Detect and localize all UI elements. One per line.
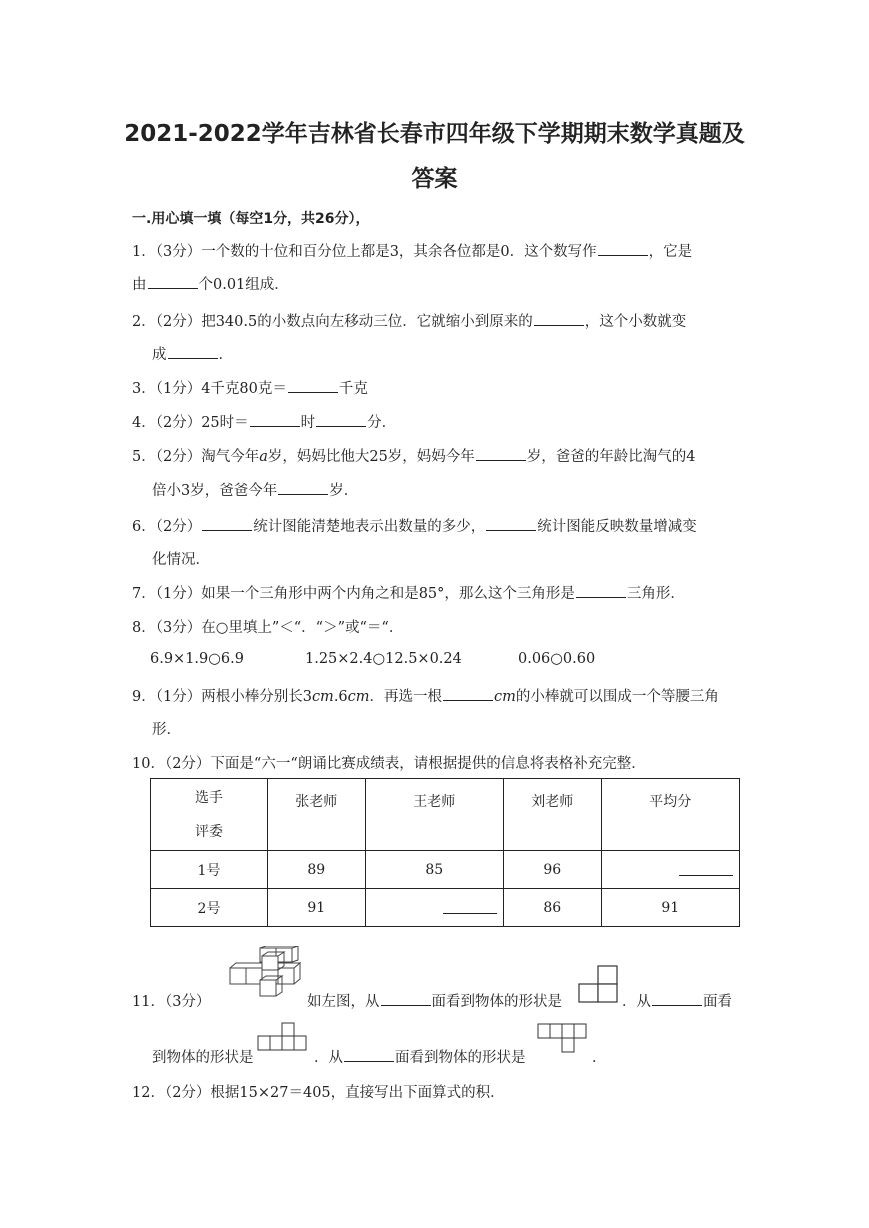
q7-text-a: 7．（1分）如果一个三角形中两个内角之和是85°，那么这个三角形是 <box>132 586 575 602</box>
q8-expression-2: 1.25×2.4○12.5×0.24 <box>305 651 462 667</box>
question-11-line1c <box>622 990 732 1011</box>
table-row <box>151 889 740 927</box>
q4-text-b: 时 <box>300 415 316 431</box>
question-6-line2: 化情况． <box>152 552 210 568</box>
q1-text-a: 1．（3分）一个数的十位和百分位上都是3，其余各位都是0．这个数写作 <box>132 244 597 260</box>
q6-text-c: 统计图能反映数量增减变 <box>537 519 697 535</box>
table-row <box>151 851 740 889</box>
q4-text-c: 分． <box>367 415 397 431</box>
q1-blank-2[interactable] <box>148 274 198 289</box>
q8-expression-3: 0.06○0.60 <box>518 651 596 667</box>
view-shape-1 <box>578 965 620 1003</box>
q4-blank-1[interactable] <box>250 412 300 427</box>
question-8: 8．（3分）在○里填上”＜“．“＞”或“＝“． <box>132 620 404 636</box>
q11-text-c: 面看到物体的形状是 <box>431 994 562 1010</box>
q5-variable: a <box>259 449 268 465</box>
section-heading: 一.用心填一填（每空1分，共26分）， <box>132 211 370 227</box>
view-shape-2 <box>256 1022 308 1052</box>
cell-1-average <box>601 851 739 889</box>
q6-blank-2[interactable] <box>486 516 536 531</box>
q11-text-e: 面看 <box>703 994 732 1010</box>
q2-text-d: ． <box>218 347 233 363</box>
table-corner-cell <box>151 779 268 851</box>
q3-blank-1[interactable] <box>288 378 338 393</box>
q5-text-e: 岁． <box>329 483 359 499</box>
q2-text-a: 2．（2分）把340.5的小数点向左移动三位．它就缩小到原来的 <box>132 314 533 330</box>
view-shape-3 <box>536 1022 588 1056</box>
question-5-line1 <box>132 445 696 466</box>
row-label-1: 1号 <box>151 851 268 889</box>
question-9-line1 <box>132 685 719 706</box>
question-11-end: ． <box>592 1050 607 1066</box>
header-cell-wang: 王老师 <box>365 779 503 851</box>
q3-text-b: 千克 <box>338 381 368 397</box>
question-1-line2 <box>132 273 289 294</box>
row-label-2: 2号 <box>151 889 268 927</box>
score-table <box>150 778 740 927</box>
question-2-line1 <box>132 310 686 331</box>
q11-text-d: ．从 <box>622 994 651 1010</box>
document-title-line2: 答案 <box>411 166 458 192</box>
question-11-line2 <box>152 1046 254 1067</box>
q9-blank-1[interactable] <box>443 686 493 701</box>
cell-1-wang: 85 <box>365 851 503 889</box>
question-11-line1b <box>307 990 562 1011</box>
question-1-line1 <box>132 240 692 261</box>
q9-unit-3: cm <box>494 689 516 705</box>
q7-blank-1[interactable] <box>576 583 626 598</box>
cell-2-liu: 86 <box>503 889 601 927</box>
q3-text-a: 3．（1分）4千克80克＝ <box>132 381 287 397</box>
q1-text-d: 个0.01组成． <box>198 277 289 293</box>
q11-text-a: 11．（3分） <box>132 994 211 1010</box>
document-title-line1: 2021-2022学年吉林省长春市四年级下学期期末数学真题及 <box>124 121 745 147</box>
q2-blank-2[interactable] <box>168 344 218 359</box>
header-cell-liu: 刘老师 <box>503 779 601 851</box>
q9-text-b: .6 <box>333 689 348 705</box>
q6-text-a: 6．（2分） <box>132 519 202 535</box>
q6-text-b: 统计图能清楚地表示出数量的多少， <box>253 519 486 535</box>
corner-bottom-label: 评委 <box>195 824 223 840</box>
q5-text-b: 岁，妈妈比他大25岁，妈妈今年 <box>267 449 475 465</box>
q11-blank-2[interactable] <box>652 991 702 1006</box>
header-cell-average: 平均分 <box>601 779 739 851</box>
question-4 <box>132 411 396 432</box>
cell-1-zhang: 89 <box>268 851 366 889</box>
q11-text-h: 面看到物体的形状是 <box>395 1050 526 1066</box>
question-11-line2b <box>314 1046 526 1067</box>
q11-text-g: ．从 <box>314 1050 343 1066</box>
q2-text-b: ，这个小数就变 <box>584 314 687 330</box>
cube-stack-figure <box>226 946 304 1000</box>
q11-text-f: 到物体的形状是 <box>152 1050 254 1066</box>
cell-2-average: 91 <box>601 889 739 927</box>
q9-text-a: 9．（1分）两根小棒分别长3 <box>132 689 312 705</box>
table-blank-wang[interactable] <box>443 897 497 914</box>
cell-2-zhang: 91 <box>268 889 366 927</box>
q5-text-c: 岁，爸爸的年龄比淘气的4 <box>526 449 696 465</box>
q2-text-c: 成 <box>152 347 167 363</box>
q9-text-d: 的小棒就可以围成一个等腰三角 <box>515 689 719 705</box>
question-5-line2 <box>152 479 358 500</box>
q5-blank-2[interactable] <box>278 480 328 495</box>
q9-unit-2: cm <box>347 689 370 705</box>
question-9-line2: 形． <box>152 722 181 738</box>
q11-blank-3[interactable] <box>344 1047 394 1062</box>
q7-text-b: 三角形． <box>626 586 685 602</box>
q6-blank-1[interactable] <box>202 516 252 531</box>
q4-text-a: 4．（2分）25时＝ <box>132 415 249 431</box>
q1-text-c: 由 <box>132 277 147 293</box>
question-6-line1 <box>132 515 697 536</box>
q5-text-d: 倍小3岁，爸爸今年 <box>152 483 278 499</box>
q4-blank-2[interactable] <box>316 412 366 427</box>
q11-blank-1[interactable] <box>381 991 431 1006</box>
corner-top-label: 选手 <box>195 790 223 806</box>
q5-text-a: 5．（2分）淘气今年 <box>132 449 260 465</box>
q5-blank-1[interactable] <box>476 446 526 461</box>
table-blank-average[interactable] <box>679 859 733 876</box>
cell-1-liu: 96 <box>503 851 601 889</box>
question-11-line1 <box>132 990 210 1011</box>
q1-blank-1[interactable] <box>598 241 648 256</box>
q8-expression-1: 6.9×1.9○6.9 <box>150 651 244 667</box>
q9-text-c: ．再选一根 <box>369 689 443 705</box>
question-2-line2 <box>152 343 233 364</box>
header-cell-zhang: 张老师 <box>268 779 366 851</box>
q2-blank-1[interactable] <box>534 311 584 326</box>
q9-unit-1: cm <box>311 689 334 705</box>
question-12: 12．（2分）根据15×27＝405，直接写出下面算式的积． <box>132 1085 505 1101</box>
question-10: 10．（2分）下面是“六一“朗诵比赛成绩表，请根据提供的信息将表格补充完整． <box>132 756 646 772</box>
question-3 <box>132 377 368 398</box>
q1-text-b: ，它是 <box>648 244 693 260</box>
question-7 <box>132 582 685 603</box>
cell-2-wang <box>365 889 503 927</box>
q11-text-b: 如左图，从 <box>307 994 380 1010</box>
